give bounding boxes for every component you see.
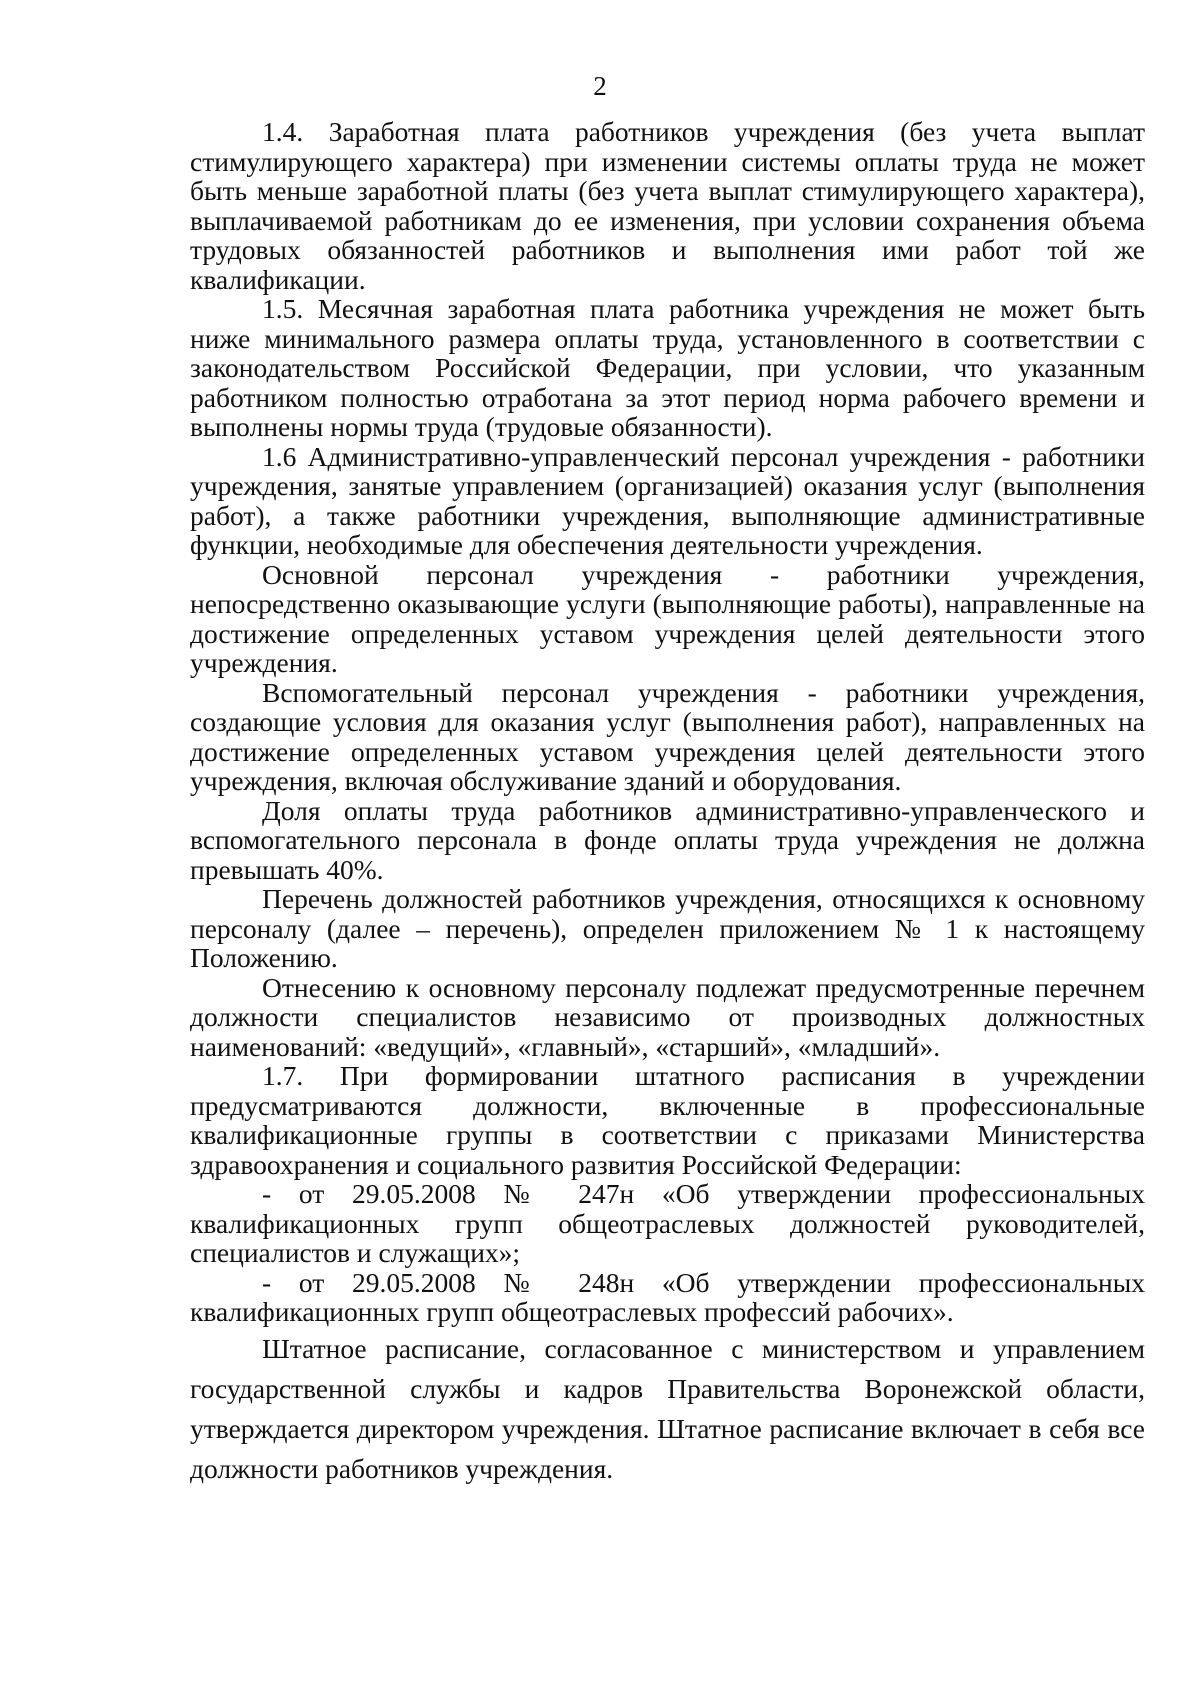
document-body xyxy=(190,117,1145,1489)
paragraph-1-4: 1.4. Заработная плата работников учреждения (без учета выплат стимулирующего характера) при изменении системы оплаты труда не может быть меньше заработной платы (без учета выплат стимулирующего характера), выплачиваемой работникам до ее изменения, при условии сохранения объема трудовых обязанностей работников и выполнения ими работ той же квалификации. xyxy=(190,116,1145,295)
paragraph-1-7: 1.7. При формировании штатного расписания в учреждении предусматриваются должности, включенные в профессиональные квалификационные группы в соответствии с приказами Министерства здравоохранения и социального развития Российской Федерации: xyxy=(190,1060,1145,1180)
list-item-order-247n: - от 29.05.2008 № 247н «Об утверждении профессиональных квалификационных групп общеотраслевых должностей руководителей, специалистов и служащих»; xyxy=(190,1178,1145,1268)
paragraph-1-5: 1.5. Месячная заработная плата работника учреждения не может быть ниже минимального размера оплаты труда, установленного в соответствии с законодательством Российской Федерации, при условии, что указанным работником полностью отработана за этот период норма рабочего времени и выполнены нормы труда (трудовые обязанности). xyxy=(190,293,1145,442)
paragraph-1-6: 1.6 Административно-управленческий персонал учреждения - работники учреждения, занятые управлением (организацией) оказания услуг (выполнения работ), а также работники учреждения, выполняющие административные функции, необходимые для обеспечения деятельности учреждения. xyxy=(190,440,1145,560)
page-number: 2 xyxy=(593,71,607,101)
paragraph-position-list: Перечень должностей работников учреждения, относящихся к основному персоналу (далее – перечень), определен приложением № 1 к настоящему Положению. xyxy=(190,883,1145,973)
paragraph-support-staff: Вспомогательный персонал учреждения - работники учреждения, создающие условия для оказания услуг (выполнения работ), направленных на достижение определенных уставом учреждения целей деятельности этого учреждения, включая обслуживание зданий и оборудования. xyxy=(190,676,1145,796)
paragraph-payroll-share: Доля оплаты труда работников административно-управленческого и вспомогательного персонала в фонде оплаты труда учреждения не должна превышать 40%. xyxy=(190,794,1145,885)
paragraph-main-staff: Основной персонал учреждения - работники учреждения, непосредственно оказывающие услуги (выполняющие работы), направленные на достижение определенных уставом учреждения целей деятельности этого учреждения. xyxy=(190,558,1145,678)
paragraph-specialists: Отнесению к основному персоналу подлежат предусмотренные перечнем должности специалистов независимо от производных должностных наименований: «ведущий», «главный», «старший», «младший». xyxy=(190,971,1145,1062)
paragraph-staffing-schedule: Штатное расписание, согласованное с министерством и управлением государственной службы и кадров Правительства Воронежской области, утверждается директором учреждения. Штатное расписание включает в себя все должности работников учреждения. xyxy=(190,1332,1145,1484)
list-item-order-248n: - от 29.05.2008 № 248н «Об утверждении профессиональных квалификационных групп общеотраслевых профессий рабочих». xyxy=(190,1266,1145,1327)
